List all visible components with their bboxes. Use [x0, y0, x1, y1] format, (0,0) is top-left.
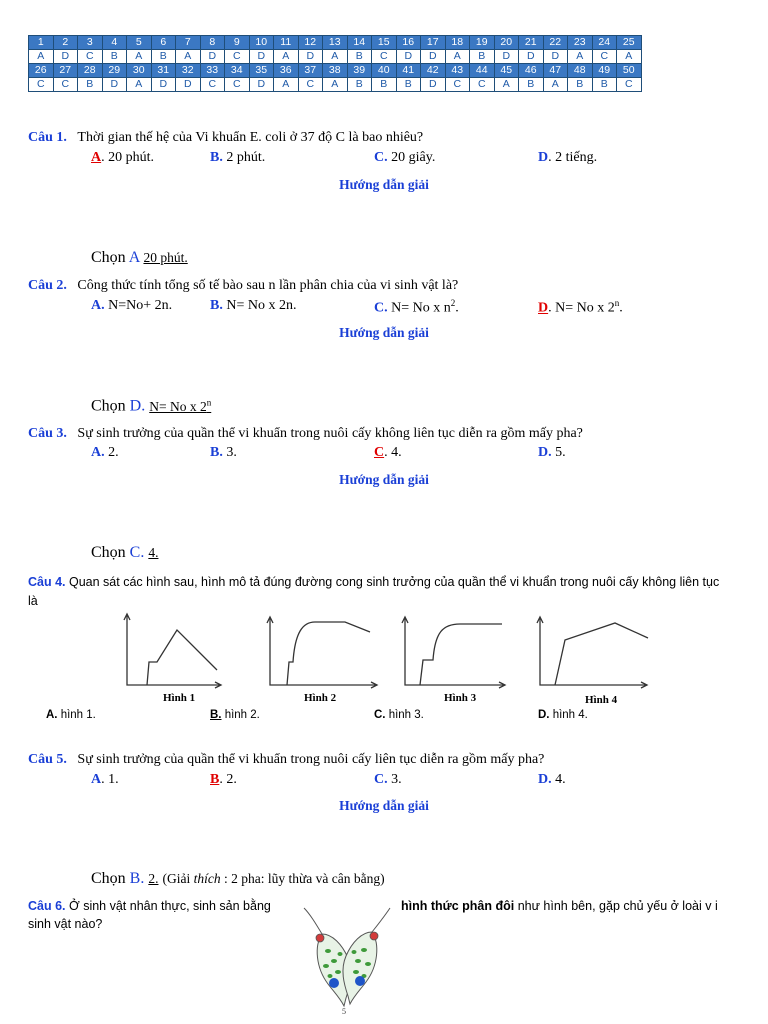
answer-letter-cell: B [347, 50, 372, 64]
answer-letter-cell: A [176, 50, 201, 64]
question-text: Công thức tính tổng số tế bào sau n lần phân chia của vi sinh vật là? [77, 278, 459, 293]
answer-letter-cell: A [323, 78, 348, 92]
question-number-cell: 3 [78, 36, 103, 50]
q3-option-d: D. 5. [538, 445, 566, 460]
answer-letter-cell: B [78, 78, 103, 92]
question-number-cell: 25 [617, 36, 642, 50]
q4-option-d: D. hình 4. [538, 709, 588, 721]
question-number-cell: 26 [29, 64, 54, 78]
q2-option-d: D. N= No x 2$^n$. [538, 298, 623, 316]
figure-1-label: Hình 1 [163, 692, 196, 704]
answer-letter-cell: C [225, 78, 250, 92]
figure-number: 5 [342, 1007, 346, 1016]
q1-option-b: B. 2 phút. [210, 150, 266, 165]
question-6: Câu 6. Ở sinh vật nhân thực, sinh sản bằng [28, 899, 271, 913]
question-number-cell: 1 [29, 36, 54, 50]
figure-1-curve [147, 630, 217, 685]
question-6-line-2: sinh vật nào? [28, 917, 103, 931]
question-number-cell: 28 [78, 64, 103, 78]
question-number-cell: 34 [225, 64, 250, 78]
answer-letter-cell: D [249, 78, 274, 92]
question-number-cell: 21 [519, 36, 544, 50]
figure-4-label: Hình 4 [585, 694, 618, 706]
question-number-cell: 40 [372, 64, 397, 78]
figure-3-axes [405, 618, 505, 685]
question-text: Sự sinh trưởng của quần thể vi khuẩn trong nuôi cấy liên tục diễn ra gồm mấy pha? [77, 752, 545, 767]
question-number-cell: 43 [445, 64, 470, 78]
question-number-cell: 38 [323, 64, 348, 78]
question-label: Câu 6. [28, 899, 66, 913]
question-6-continued: hình thức phân đôi như hình bên, gặp chủ yếu ở loài v i [401, 899, 718, 913]
q3-option-b: B. 3. [210, 445, 237, 460]
answer-letter-cell: A [127, 78, 152, 92]
q2-option-b: B. N= No x 2n. [210, 298, 297, 313]
q1-option-a: A. 20 phút. [91, 150, 155, 165]
q4-option-a: A. hình 1. [46, 709, 96, 721]
answer-letter-cell: D [249, 50, 274, 64]
answer-letter-cell: B [519, 78, 544, 92]
question-text: Quan sát các hình sau, hình mô tả đúng đường cong sinh trưởng của quần thể vi khuẩn trong nuôi cấy không liên tục là [28, 575, 720, 608]
question-number-cell: 14 [347, 36, 372, 50]
question-label: Câu 3. [28, 426, 67, 441]
question-text: Sự sinh trưởng của quần thể vi khuẩn trong nuôi cấy không liên tục diễn ra gồm mấy pha? [77, 426, 583, 441]
question-number-cell: 11 [274, 36, 299, 50]
question-number-cell: 22 [543, 36, 568, 50]
figure-4-curve [555, 623, 648, 685]
question-number-cell: 37 [298, 64, 323, 78]
answer-letter-cell: C [372, 50, 397, 64]
answer-letter-cell: B [470, 50, 495, 64]
question-number-cell: 41 [396, 64, 421, 78]
answer-letter-cell: D [298, 50, 323, 64]
answer-letter-cell: D [421, 78, 446, 92]
question-number-cell: 5 [127, 36, 152, 50]
answer-letter-cell: D [53, 50, 78, 64]
question-number-cell: 23 [568, 36, 593, 50]
question-number-cell: 20 [494, 36, 519, 50]
answer-letter-cell: D [421, 50, 446, 64]
q5-option-b: B. 2. [210, 772, 237, 787]
question-number-cell: 2 [53, 36, 78, 50]
question-number-cell: 35 [249, 64, 274, 78]
answer-letter-cell: C [592, 50, 617, 64]
q5-option-d: D. 4. [538, 772, 566, 787]
q4-option-b: B. hình 2. [210, 709, 260, 721]
answer-letter-cell: B [347, 78, 372, 92]
q2-answer: Chọn D. N= No x 2$^n$ [91, 397, 212, 415]
answer-letter-cell: A [323, 50, 348, 64]
q3-answer: Chọn C. 4. [91, 544, 159, 561]
answer-letter-cell: B [592, 78, 617, 92]
q1-answer: Chọn A 20 phút. [91, 249, 188, 266]
question-number-cell: 39 [347, 64, 372, 78]
solution-guide-heading: Hướng dẫn giải [339, 472, 429, 487]
answer-letter-cell: D [151, 78, 176, 92]
question-number-cell: 6 [151, 36, 176, 50]
question-2 [28, 278, 458, 294]
cell-division-figure [300, 906, 392, 1018]
q3-option-a: A. 2. [91, 445, 119, 460]
answer-letter-cell: A [127, 50, 152, 64]
question-number-cell: 36 [274, 64, 299, 78]
figure-4-axes [540, 618, 647, 685]
question-number-cell: 48 [568, 64, 593, 78]
figure-3-label: Hình 3 [444, 692, 477, 704]
q4-option-c: C. hình 3. [374, 709, 424, 721]
question-number-cell: 42 [421, 64, 446, 78]
answer-letter-cell: D [396, 50, 421, 64]
answer-letter-cell: B [151, 50, 176, 64]
question-number-cell: 13 [323, 36, 348, 50]
question-label: Câu 5. [28, 752, 67, 767]
question-number-cell: 4 [102, 36, 127, 50]
answer-letter-cell: D [200, 50, 225, 64]
q3-option-c: C. 4. [374, 445, 402, 460]
question-number-cell: 16 [396, 36, 421, 50]
answer-letter-cell: A [617, 50, 642, 64]
question-number-cell: 8 [200, 36, 225, 50]
question-number-cell: 15 [372, 36, 397, 50]
answer-letter-cell: A [274, 50, 299, 64]
question-label: Câu 2. [28, 278, 67, 293]
answer-letter-cell: B [396, 78, 421, 92]
solution-guide-heading: Hướng dẫn giải [339, 798, 429, 813]
question-number-cell: 10 [249, 36, 274, 50]
question-number-cell: 46 [519, 64, 544, 78]
question-number-cell: 47 [543, 64, 568, 78]
question-1 [28, 130, 423, 146]
q5-answer: Chọn B. 2. (Giải thích : 2 pha: lũy thừa và cân bằng) [91, 870, 385, 887]
question-number-cell: 12 [298, 36, 323, 50]
q5-option-c: C. 3. [374, 772, 402, 787]
question-number-cell: 31 [151, 64, 176, 78]
answer-key-table [28, 35, 642, 92]
answer-letter-cell: D [519, 50, 544, 64]
q5-option-a: A. 1. [91, 772, 119, 787]
solution-guide-heading: Hướng dẫn giải [339, 325, 429, 340]
answer-letter-cell: D [494, 50, 519, 64]
answer-letter-cell: C [445, 78, 470, 92]
figure-1-axes [127, 615, 220, 685]
answer-letter-cell: C [617, 78, 642, 92]
question-label: Câu 1. [28, 130, 67, 145]
answer-letter-cell: B [102, 50, 127, 64]
figure-3-curve [420, 624, 502, 685]
question-number-cell: 27 [53, 64, 78, 78]
answer-letter-cell: C [29, 78, 54, 92]
question-number-cell: 30 [127, 64, 152, 78]
question-text: Thời gian thế hệ của Vi khuẩn E. coli ở 37 độ C là bao nhiêu? [77, 130, 424, 145]
question-3 [28, 426, 583, 442]
answer-letter-cell: C [298, 78, 323, 92]
answer-letter-cell: A [274, 78, 299, 92]
answer-letter-cell: A [543, 78, 568, 92]
answer-letter-cell: C [53, 78, 78, 92]
q1-option-d: D. 2 tiếng. [538, 150, 598, 165]
answer-letter-cell: C [78, 50, 103, 64]
question-number-cell: 17 [421, 36, 446, 50]
answer-letter-cell: D [176, 78, 201, 92]
answer-letter-cell: A [445, 50, 470, 64]
figure-2-label: Hình 2 [304, 692, 337, 704]
question-label: Câu 4. [28, 575, 66, 589]
question-4 [28, 573, 728, 611]
answer-letter-cell: A [568, 50, 593, 64]
question-number-cell: 18 [445, 36, 470, 50]
answer-letter-cell: D [543, 50, 568, 64]
answer-letter-cell: A [494, 78, 519, 92]
question-number-cell: 9 [225, 36, 250, 50]
question-number-cell: 19 [470, 36, 495, 50]
solution-guide-heading: Hướng dẫn giải [339, 177, 429, 192]
question-number-cell: 24 [592, 36, 617, 50]
question-number-cell: 32 [176, 64, 201, 78]
question-number-cell: 29 [102, 64, 127, 78]
answer-letter-cell: D [102, 78, 127, 92]
answer-letter-cell: C [470, 78, 495, 92]
question-5 [28, 752, 544, 768]
answer-letter-cell: C [225, 50, 250, 64]
question-number-cell: 45 [494, 64, 519, 78]
question-number-cell: 49 [592, 64, 617, 78]
q1-option-c: C. 20 giây. [374, 150, 436, 165]
answer-letter-cell: B [372, 78, 397, 92]
figure-2-curve [287, 622, 370, 685]
q2-option-c: C. N= No x $n^2$. [374, 298, 459, 316]
question-number-cell: 33 [200, 64, 225, 78]
question-number-cell: 44 [470, 64, 495, 78]
answer-letter-cell: A [29, 50, 54, 64]
answer-letter-cell: B [568, 78, 593, 92]
q2-option-a: A. N=No+ 2n. [91, 298, 173, 313]
question-number-cell: 50 [617, 64, 642, 78]
question-number-cell: 7 [176, 36, 201, 50]
answer-letter-cell: C [200, 78, 225, 92]
growth-curve-figures [115, 610, 675, 710]
